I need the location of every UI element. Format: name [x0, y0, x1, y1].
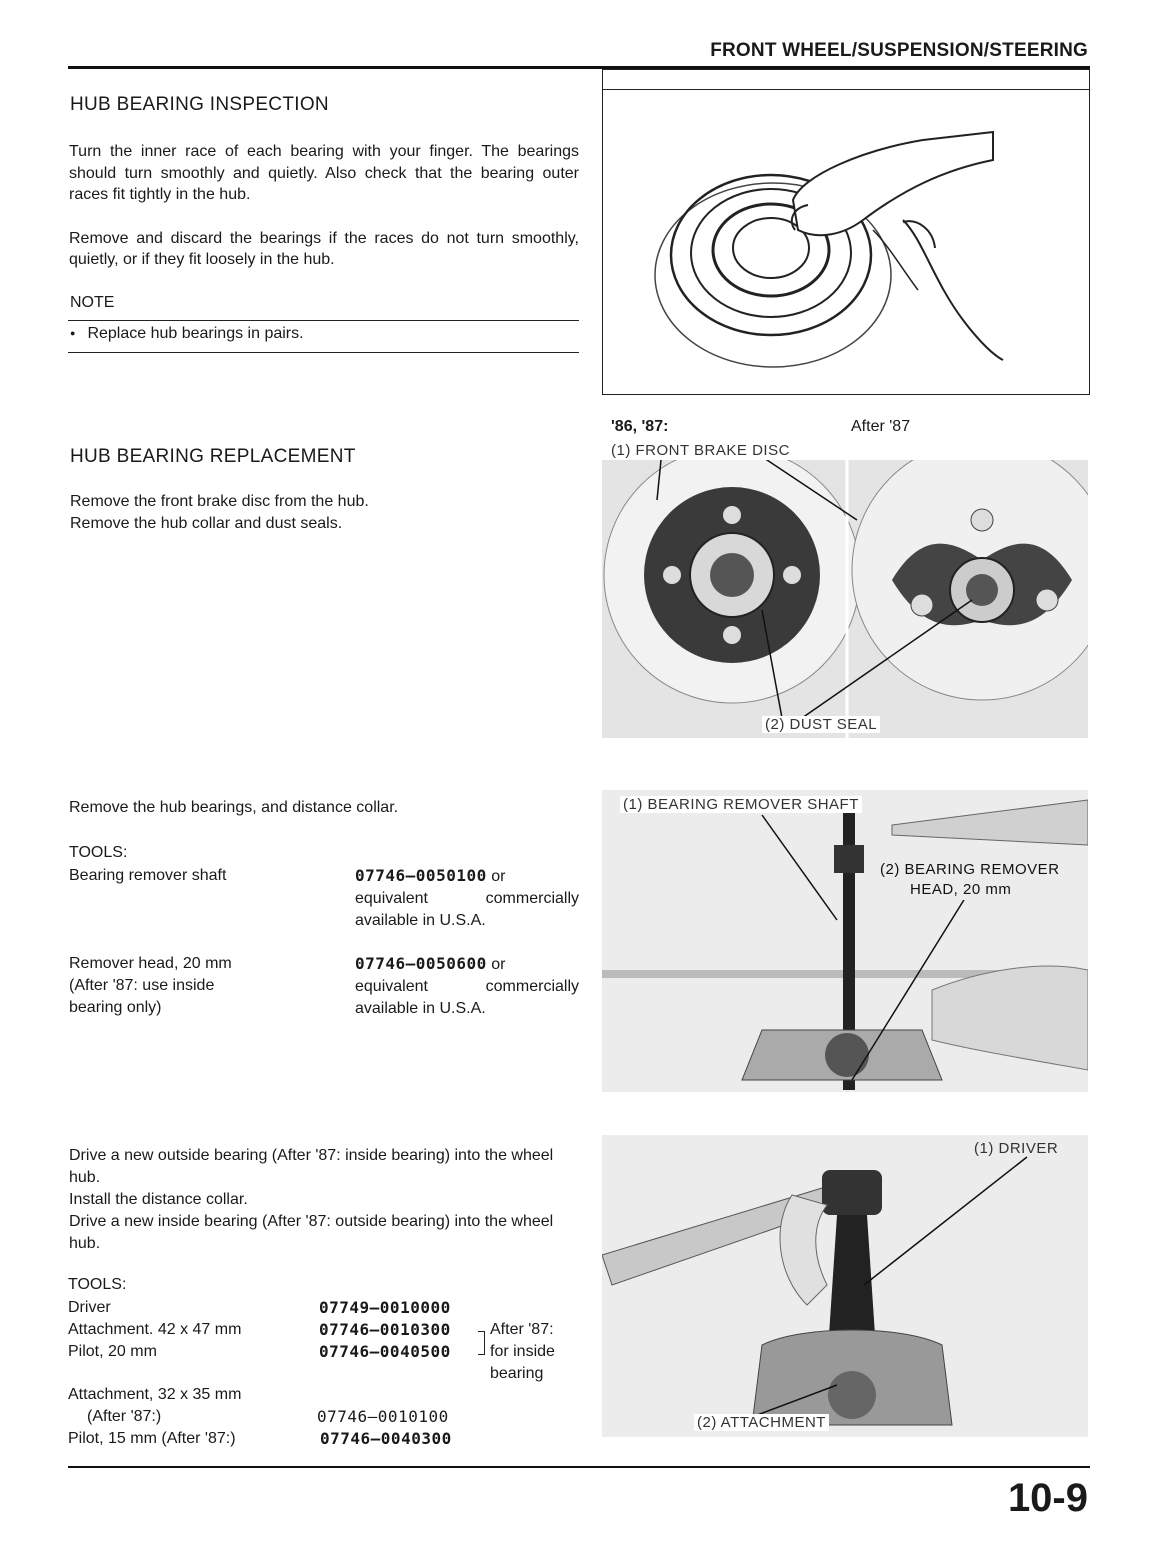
figure-top-rule — [603, 89, 1089, 90]
install-tool-number-attachment-42 — [319, 1319, 451, 1342]
note-top-rule — [68, 320, 579, 321]
tool-remover-head-number — [355, 953, 579, 1020]
replacement-line-1: Remove the front brake disc from the hub. — [70, 493, 369, 510]
install-tool-number-driver — [319, 1297, 451, 1320]
brake-disc-photo — [602, 460, 1088, 738]
inspection-heading: HUB BEARING INSPECTION — [70, 94, 329, 115]
tool2-name-line-2: (After '87: use inside — [69, 977, 215, 994]
bracket-note-line-3: bearing — [490, 1365, 544, 1382]
install-line-2: Install the distance collar. — [69, 1191, 248, 1208]
tool-bearing-remover-shaft: Bearing remover shaft — [69, 867, 227, 884]
note-item — [70, 325, 304, 343]
bearing-remover-photo — [602, 790, 1088, 1092]
install-tools-label: TOOLS: — [68, 1276, 127, 1293]
tool1-suffix: or — [491, 868, 506, 885]
tool1-availability: equivalent commercially available in U.S.A. — [355, 890, 579, 929]
bearing-remover-illustration — [602, 790, 1088, 1092]
bracket-note — [490, 1319, 578, 1385]
disc-figure-label-right: After '87 — [851, 418, 911, 435]
note-label: NOTE — [70, 294, 115, 311]
inspection-paragraph-1: Turn the inner race of each bearing with your finger. The bearings should turn smoothly and quietly. Also check that the bearing outer races fit tightly in the hub. — [69, 143, 579, 203]
replacement-line-2: Remove the hub collar and dust seals. — [70, 515, 343, 532]
remover-callout-head-line-1: (2) BEARING REMOVER — [880, 861, 1060, 878]
tool1-part-number: 07746—0050100 — [355, 866, 487, 885]
footer-rule — [68, 1466, 1090, 1468]
install-tool-name-pilot-15: Pilot, 15 mm (After '87:) — [68, 1430, 236, 1447]
tool2-availability: equivalent commercially available in U.S.A. — [355, 978, 579, 1017]
note-item-text: Replace hub bearings in pairs. — [87, 325, 304, 342]
pilot-15-part-number: 07746—0040300 — [320, 1429, 452, 1448]
bracket-marker — [478, 1331, 485, 1355]
install-tool-name-pilot-20: Pilot, 20 mm — [68, 1343, 157, 1360]
driver-callout-attachment: (2) ATTACHMENT — [694, 1414, 829, 1431]
disc-callout-dust-seal: (2) DUST SEAL — [762, 716, 880, 733]
brake-disc-illustration — [602, 460, 1088, 738]
attachment-32-part-number: 07746—0010100 — [317, 1407, 449, 1426]
driver-part-number: 07749—0010000 — [319, 1298, 451, 1317]
remover-callout-head — [880, 860, 1060, 900]
tool2-part-number: 07746—0050600 — [355, 954, 487, 973]
install-tool-number-attachment-32 — [317, 1406, 449, 1429]
replacement-heading: HUB BEARING REPLACEMENT — [70, 446, 356, 467]
install-tool-number-pilot-20 — [319, 1341, 451, 1364]
tool-bearing-remover-shaft-number — [355, 865, 579, 932]
remover-callout-shaft: (1) BEARING REMOVER SHAFT — [620, 796, 862, 813]
install-line-3: Drive a new inside bearing (After '87: outside bearing) into the wheel hub. — [69, 1213, 554, 1252]
driver-photo — [602, 1135, 1088, 1437]
pilot-20-part-number: 07746—0040500 — [319, 1342, 451, 1361]
install-tool-name-driver: Driver — [68, 1299, 111, 1316]
remover-callout-head-line-2: HEAD, 20 mm — [910, 881, 1012, 898]
inspection-text — [69, 141, 579, 293]
bearing-inspection-figure — [602, 69, 1090, 395]
bullet-icon: ● — [70, 328, 76, 338]
install-tool-name-attachment-32: Attachment, 32 x 35 mm — [68, 1386, 242, 1403]
inspection-paragraph-2: Remove and discard the bearings if the races do not turn smoothly, quietly, or if they fit loosely in the hub. — [69, 229, 579, 268]
finger-bearing-illustration — [603, 70, 1089, 394]
attachment-42-part-number: 07746—0010300 — [319, 1320, 451, 1339]
removal-tools-label: TOOLS: — [69, 844, 128, 861]
section-title: FRONT WHEEL/SUSPENSION/STEERING — [710, 40, 1088, 61]
disc-callout-brake-disc: (1) FRONT BRAKE DISC — [611, 442, 790, 459]
tool2-name-line-3: bearing only) — [69, 999, 162, 1016]
note-bottom-rule — [68, 352, 579, 353]
install-tool-number-pilot-15 — [320, 1428, 452, 1451]
removal-instruction: Remove the hub bearings, and distance collar. — [69, 799, 399, 816]
install-text — [69, 1145, 579, 1255]
replacement-text — [70, 491, 369, 535]
bracket-note-line-1: After '87: — [490, 1321, 554, 1338]
install-tool-name-attachment-42: Attachment. 42 x 47 mm — [68, 1321, 242, 1338]
install-line-1: Drive a new outside bearing (After '87: inside bearing) into the wheel hub. — [69, 1147, 554, 1186]
disc-figure-label-left: '86, '87: — [611, 418, 669, 435]
install-tool-name-attachment-32-note: (After '87:) — [87, 1408, 162, 1425]
tool2-suffix: or — [491, 956, 506, 973]
driver-illustration — [602, 1135, 1088, 1437]
tool2-name-line-1: Remover head, 20 mm — [69, 955, 232, 972]
tool-remover-head — [69, 953, 232, 1019]
page-number: 10-9 — [1007, 1476, 1088, 1520]
driver-callout-driver: (1) DRIVER — [974, 1140, 1059, 1157]
bracket-note-line-2: for inside — [490, 1343, 555, 1360]
